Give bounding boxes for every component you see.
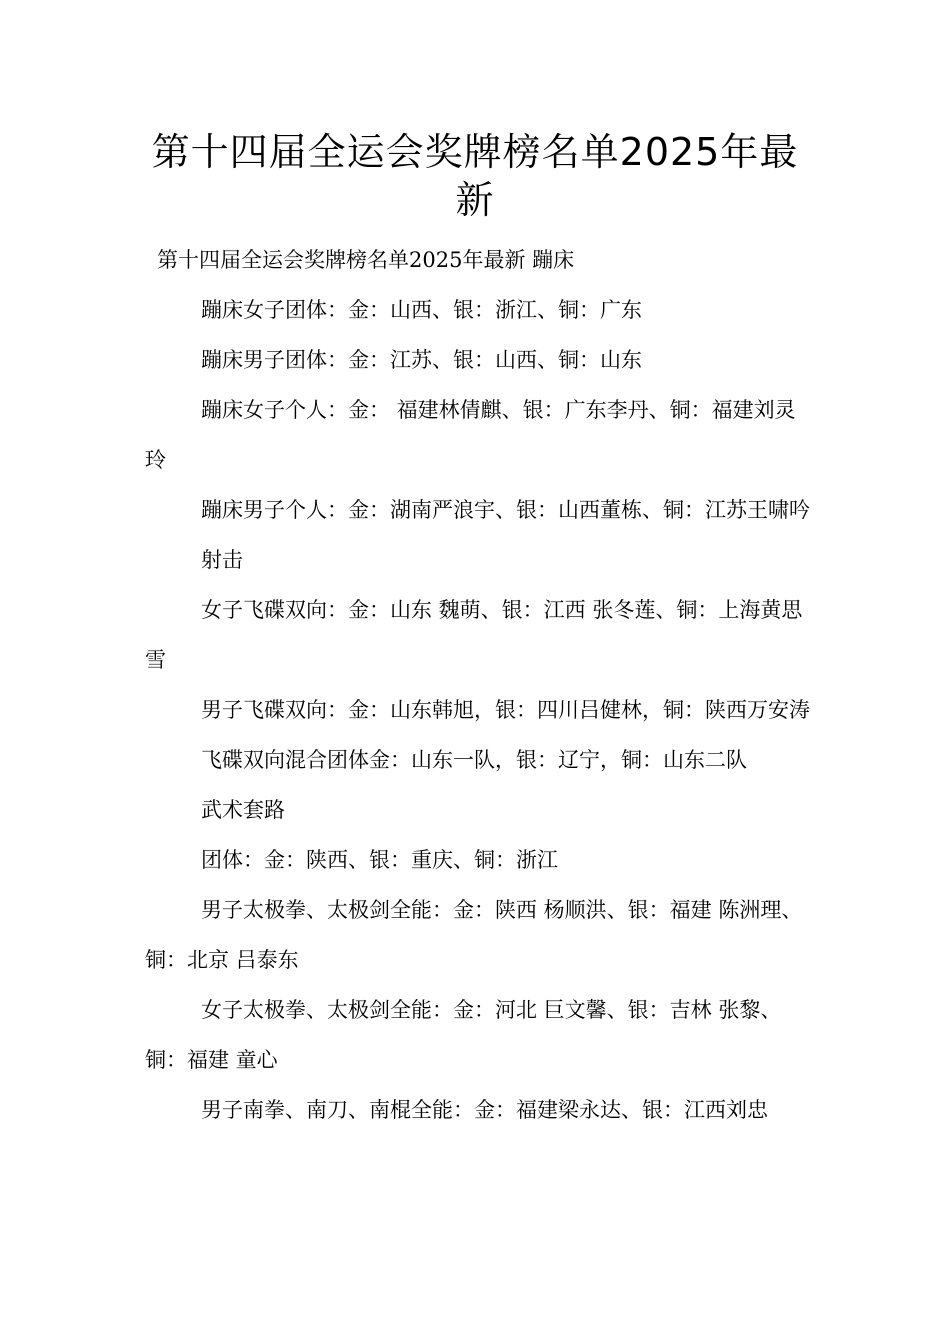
paragraph: 男子南拳、南刀、南棍全能：金：福建梁永达、银：江西刘忠: [201, 1098, 768, 1122]
paragraph: 男子太极拳、太极剑全能：金：陕西 杨顺洪、银：福建 陈洲理、铜：北京 吕泰东: [145, 898, 803, 972]
paragraph: 女子太极拳、太极剑全能：金：河北 巨文馨、银：吉林 张黎、铜：福建 童心: [145, 998, 782, 1072]
paragraph: 蹦床女子个人：金： 福建林倩麒、银：广东李丹、铜：福建刘灵玲: [145, 398, 796, 472]
paragraph: 飞碟双向混合团体金：山东一队，银：辽宁，铜：山东二队: [201, 748, 747, 772]
paragraph: 团体：金：陕西、银：重庆、铜：浙江: [201, 848, 558, 872]
section-heading: 射击: [201, 548, 243, 572]
paragraph: 蹦床男子个人：金：湖南严浪宇、银：山西董栋、铜：江苏王啸吟: [201, 498, 810, 522]
section-heading: 武术套路: [201, 798, 285, 822]
document-body: [145, 235, 810, 1135]
paragraph: 第十四届全运会奖牌榜名单2025年最新 蹦床: [157, 248, 575, 272]
paragraph: 男子飞碟双向：金：山东韩旭，银：四川吕健林，铜：陕西万安涛: [201, 698, 810, 722]
paragraph: 蹦床女子团体：金：山西、银：浙江、铜：广东: [201, 298, 642, 322]
paragraph: 女子飞碟双向：金：山东 魏萌、银：江西 张冬莲、铜：上海黄思雪: [145, 598, 803, 672]
paragraph: 蹦床男子团体：金：江苏、银：山西、铜：山东: [201, 348, 642, 372]
document-title: 第十四届全运会奖牌榜名单2025年最新: [151, 130, 799, 222]
